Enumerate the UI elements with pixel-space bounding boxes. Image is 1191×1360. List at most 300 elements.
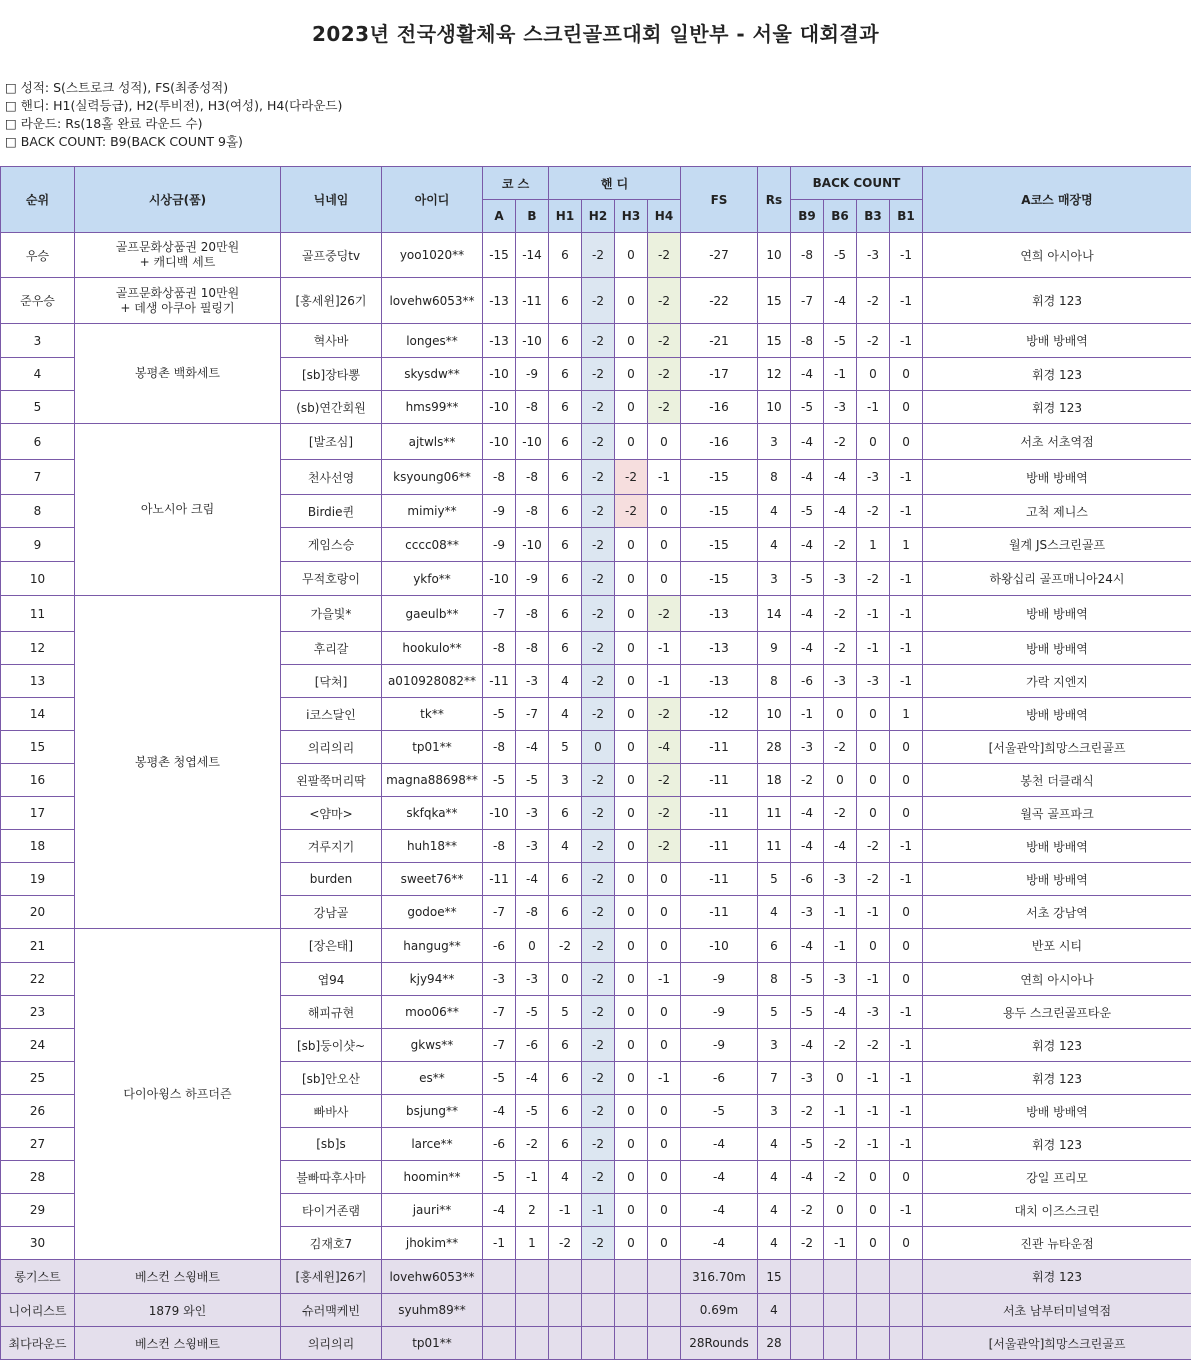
h1-cell: 6 <box>549 1128 582 1161</box>
rs-cell: 14 <box>758 596 791 632</box>
b-cell: -10 <box>516 324 549 358</box>
rs-cell: 4 <box>758 1227 791 1260</box>
b3-cell: -1 <box>857 596 890 632</box>
store-cell: 방배 방배역 <box>923 632 1191 665</box>
header-h2: H2 <box>582 200 615 233</box>
store-cell: 하왕십리 골프매니아24시 <box>923 562 1191 596</box>
h3-cell: 0 <box>615 1095 648 1128</box>
b1-cell: 0 <box>890 1227 923 1260</box>
b9-cell: -8 <box>791 233 824 278</box>
b9-cell: -4 <box>791 358 824 391</box>
id-cell: cccc08** <box>382 528 483 562</box>
b6-cell: -4 <box>824 495 857 528</box>
h4-cell: -2 <box>648 596 681 632</box>
h2-cell: -2 <box>582 665 615 698</box>
b3-cell: -2 <box>857 278 890 324</box>
header-backcount: BACK COUNT <box>791 167 923 200</box>
h4-cell: 0 <box>648 863 681 896</box>
b1-cell: -1 <box>890 830 923 863</box>
store-cell: 강일 프리모 <box>923 1161 1191 1194</box>
h4-cell: -2 <box>648 797 681 830</box>
header-store: A코스 매장명 <box>923 167 1191 233</box>
b3-cell: 0 <box>857 1194 890 1227</box>
h4-cell: -2 <box>648 324 681 358</box>
rank-cell: 9 <box>1 528 75 562</box>
header-id: 아이디 <box>382 167 483 233</box>
fs-cell: -6 <box>681 1062 758 1095</box>
empty-cell <box>791 1294 824 1327</box>
store-cell: 방배 방배역 <box>923 698 1191 731</box>
rank-cell: 11 <box>1 596 75 632</box>
b9-cell: -6 <box>791 665 824 698</box>
page-title: 2023년 전국생활체육 스크린골프대회 일반부 - 서울 대회결과 <box>0 18 1191 47</box>
nickname-cell: [홍세윈]26기 <box>281 278 382 324</box>
h1-cell: 6 <box>549 1095 582 1128</box>
b6-cell: -2 <box>824 797 857 830</box>
b6-cell: -2 <box>824 424 857 460</box>
b9-cell: -2 <box>791 1194 824 1227</box>
nickname-cell: 의리의리 <box>281 1327 382 1360</box>
b1-cell: -1 <box>890 863 923 896</box>
b1-cell: -1 <box>890 1062 923 1095</box>
id-cell: skfqka** <box>382 797 483 830</box>
b3-cell: -2 <box>857 1029 890 1062</box>
id-cell: kjy94** <box>382 963 483 996</box>
fs-cell: -11 <box>681 863 758 896</box>
b1-cell: 0 <box>890 896 923 929</box>
header-prize: 시상금(품) <box>75 167 281 233</box>
h1-cell: 6 <box>549 424 582 460</box>
h4-cell: 0 <box>648 1029 681 1062</box>
b-cell: -8 <box>516 896 549 929</box>
b1-cell: -1 <box>890 495 923 528</box>
b1-cell: 0 <box>890 424 923 460</box>
b1-cell: -1 <box>890 1095 923 1128</box>
id-cell: ajtwls** <box>382 424 483 460</box>
table-row <box>1 324 1191 358</box>
b-cell: -4 <box>516 863 549 896</box>
legend-item-rounds: □ 라운드: Rs(18홀 완료 라운드 수) <box>5 115 342 133</box>
b3-cell: 0 <box>857 764 890 797</box>
h3-cell: 0 <box>615 278 648 324</box>
id-cell: yoo1020** <box>382 233 483 278</box>
header-h1: H1 <box>549 200 582 233</box>
nickname-cell: 후리갈 <box>281 632 382 665</box>
b6-cell: -3 <box>824 863 857 896</box>
h1-cell: 6 <box>549 596 582 632</box>
rs-cell: 3 <box>758 424 791 460</box>
h4-cell: -4 <box>648 731 681 764</box>
h3-cell: 0 <box>615 1227 648 1260</box>
h2-cell: -2 <box>582 358 615 391</box>
fs-cell: -12 <box>681 698 758 731</box>
b9-cell: -7 <box>791 278 824 324</box>
h4-cell: -1 <box>648 632 681 665</box>
a-cell: -15 <box>483 233 516 278</box>
b-cell: -3 <box>516 963 549 996</box>
b1-cell: 0 <box>890 731 923 764</box>
nickname-cell: 왼팔쭉머리딱 <box>281 764 382 797</box>
h2-cell: -2 <box>582 528 615 562</box>
b1-cell: -1 <box>890 1194 923 1227</box>
h2-cell: -2 <box>582 698 615 731</box>
rs-cell: 9 <box>758 632 791 665</box>
nickname-cell: (sb)연간회원 <box>281 391 382 424</box>
a-cell: -6 <box>483 1128 516 1161</box>
prize-line: + 데생 아쿠아 필링기 <box>75 301 280 316</box>
a-cell: -7 <box>483 996 516 1029</box>
b3-cell: -1 <box>857 896 890 929</box>
id-cell: skysdw** <box>382 358 483 391</box>
nickname-cell: i코스달인 <box>281 698 382 731</box>
rank-cell: 7 <box>1 460 75 495</box>
b6-cell: -4 <box>824 830 857 863</box>
a-cell: -5 <box>483 764 516 797</box>
award-name-cell: 최다라운드 <box>1 1327 75 1360</box>
b-cell: -11 <box>516 278 549 324</box>
h3-cell: 0 <box>615 996 648 1029</box>
a-cell: -3 <box>483 963 516 996</box>
b9-cell: -2 <box>791 764 824 797</box>
h1-cell: 6 <box>549 460 582 495</box>
prize-line: 봉평촌 백화세트 <box>75 366 280 381</box>
b1-cell: 0 <box>890 797 923 830</box>
h4-cell: -1 <box>648 1062 681 1095</box>
h1-cell: 0 <box>549 963 582 996</box>
fs-cell: -4 <box>681 1194 758 1227</box>
rs-cell: 15 <box>758 324 791 358</box>
h3-cell: 0 <box>615 665 648 698</box>
prize-cell: 베스컨 스윙배트 <box>75 1260 281 1294</box>
store-cell: 연희 아시아나 <box>923 963 1191 996</box>
h3-cell: 0 <box>615 233 648 278</box>
h2-cell: -2 <box>582 596 615 632</box>
b9-cell: -1 <box>791 698 824 731</box>
h3-cell: 0 <box>615 830 648 863</box>
h2-cell: -2 <box>582 1062 615 1095</box>
table-row <box>1 278 1191 324</box>
fs-cell: -4 <box>681 1128 758 1161</box>
special-award-row <box>1 1294 1191 1327</box>
rank-cell: 18 <box>1 830 75 863</box>
empty-cell <box>615 1260 648 1294</box>
h4-cell: 0 <box>648 996 681 1029</box>
h2-cell: -2 <box>582 764 615 797</box>
prize-cell: 베스컨 스윙배트 <box>75 1327 281 1360</box>
b3-cell: -1 <box>857 391 890 424</box>
b9-cell: -3 <box>791 896 824 929</box>
store-cell: 휘경 123 <box>923 358 1191 391</box>
h3-cell: 0 <box>615 324 648 358</box>
b3-cell: -2 <box>857 830 890 863</box>
rs-cell: 11 <box>758 830 791 863</box>
rs-cell: 4 <box>758 1294 791 1327</box>
h2-cell: -2 <box>582 460 615 495</box>
legend-item-handicap: □ 핸디: H1(실력등급), H2(투비전), H3(여성), H4(다라운드) <box>5 97 342 115</box>
b-cell: -8 <box>516 391 549 424</box>
b9-cell: -5 <box>791 391 824 424</box>
b3-cell: 0 <box>857 797 890 830</box>
nickname-cell: <얌마> <box>281 797 382 830</box>
b-cell: -10 <box>516 424 549 460</box>
rs-cell: 4 <box>758 1194 791 1227</box>
b-cell: 2 <box>516 1194 549 1227</box>
id-cell: ykfo** <box>382 562 483 596</box>
h2-cell: -2 <box>582 1029 615 1062</box>
a-cell: -5 <box>483 1062 516 1095</box>
id-cell: lovehw6053** <box>382 278 483 324</box>
fs-cell: -13 <box>681 632 758 665</box>
b-cell: 0 <box>516 929 549 963</box>
b6-cell: -2 <box>824 632 857 665</box>
h3-cell: 0 <box>615 963 648 996</box>
h4-cell: -1 <box>648 460 681 495</box>
nickname-cell: 무적호랑이 <box>281 562 382 596</box>
empty-cell <box>824 1327 857 1360</box>
nickname-cell: Birdie퀸 <box>281 495 382 528</box>
header-nickname: 닉네임 <box>281 167 382 233</box>
table-row <box>1 424 1191 460</box>
empty-cell <box>648 1327 681 1360</box>
b9-cell: -4 <box>791 460 824 495</box>
a-cell: -7 <box>483 596 516 632</box>
rank-cell: 17 <box>1 797 75 830</box>
empty-cell <box>791 1260 824 1294</box>
rank-cell: 6 <box>1 424 75 460</box>
empty-cell <box>890 1294 923 1327</box>
h2-cell: -2 <box>582 391 615 424</box>
id-cell: bsjung** <box>382 1095 483 1128</box>
h4-cell: 0 <box>648 1128 681 1161</box>
rank-cell: 우승 <box>1 233 75 278</box>
empty-cell <box>582 1327 615 1360</box>
rank-cell: 30 <box>1 1227 75 1260</box>
b-cell: -14 <box>516 233 549 278</box>
empty-cell <box>791 1327 824 1360</box>
prize-line: 다이아윙스 하프더즌 <box>75 1087 280 1102</box>
table-row <box>1 929 1191 963</box>
nickname-cell: 불빠따후사마 <box>281 1161 382 1194</box>
store-cell: 휘경 123 <box>923 1128 1191 1161</box>
b6-cell: -5 <box>824 233 857 278</box>
empty-cell <box>857 1294 890 1327</box>
b3-cell: -2 <box>857 562 890 596</box>
fs-cell: -11 <box>681 896 758 929</box>
b6-cell: -2 <box>824 1128 857 1161</box>
b9-cell: -5 <box>791 495 824 528</box>
b6-cell: -1 <box>824 896 857 929</box>
b-cell: -6 <box>516 1029 549 1062</box>
store-cell: 서초 남부터미널역점 <box>923 1294 1191 1327</box>
b9-cell: -4 <box>791 596 824 632</box>
fs-cell: -17 <box>681 358 758 391</box>
a-cell: -13 <box>483 324 516 358</box>
rs-cell: 18 <box>758 764 791 797</box>
store-cell: 휘경 123 <box>923 1260 1191 1294</box>
b-cell: -8 <box>516 495 549 528</box>
b6-cell: -1 <box>824 358 857 391</box>
h4-cell: -2 <box>648 358 681 391</box>
empty-cell <box>824 1294 857 1327</box>
prize-cell <box>75 324 281 424</box>
b3-cell: -3 <box>857 460 890 495</box>
h4-cell: -2 <box>648 698 681 731</box>
b-cell: -9 <box>516 358 549 391</box>
h1-cell: 6 <box>549 1062 582 1095</box>
b3-cell: -2 <box>857 863 890 896</box>
rank-cell: 28 <box>1 1161 75 1194</box>
h1-cell: 4 <box>549 665 582 698</box>
h1-cell: 6 <box>549 528 582 562</box>
special-award-row <box>1 1260 1191 1294</box>
b1-cell: -1 <box>890 996 923 1029</box>
fs-cell: -15 <box>681 495 758 528</box>
h3-cell: 0 <box>615 528 648 562</box>
h2-cell: -2 <box>582 424 615 460</box>
rank-cell: 23 <box>1 996 75 1029</box>
h1-cell: 6 <box>549 1029 582 1062</box>
b3-cell: -1 <box>857 1095 890 1128</box>
a-cell: -6 <box>483 929 516 963</box>
b3-cell: -1 <box>857 632 890 665</box>
h3-cell: 0 <box>615 698 648 731</box>
a-cell: -11 <box>483 863 516 896</box>
prize-line: 봉평촌 청엽세트 <box>75 755 280 770</box>
rank-cell: 3 <box>1 324 75 358</box>
b1-cell: -1 <box>890 1128 923 1161</box>
record-cell: 0.69m <box>681 1294 758 1327</box>
id-cell: tk** <box>382 698 483 731</box>
b6-cell: 0 <box>824 698 857 731</box>
special-award-row <box>1 1327 1191 1360</box>
a-cell: -8 <box>483 830 516 863</box>
b-cell: -3 <box>516 665 549 698</box>
rank-cell: 27 <box>1 1128 75 1161</box>
b1-cell: -1 <box>890 1029 923 1062</box>
a-cell: -4 <box>483 1194 516 1227</box>
store-cell: 방배 방배역 <box>923 324 1191 358</box>
b-cell: -1 <box>516 1161 549 1194</box>
b-cell: -8 <box>516 460 549 495</box>
b1-cell: 1 <box>890 698 923 731</box>
b-cell: -5 <box>516 996 549 1029</box>
a-cell: -11 <box>483 665 516 698</box>
fs-cell: -13 <box>681 596 758 632</box>
h4-cell: 0 <box>648 528 681 562</box>
rs-cell: 3 <box>758 1029 791 1062</box>
id-cell: hookulo** <box>382 632 483 665</box>
b6-cell: -2 <box>824 731 857 764</box>
id-cell: hms99** <box>382 391 483 424</box>
nickname-cell: 강남골 <box>281 896 382 929</box>
fs-cell: -11 <box>681 830 758 863</box>
h4-cell: 0 <box>648 929 681 963</box>
a-cell: -13 <box>483 278 516 324</box>
prize-line: 골프문화상품권 20만원 <box>75 240 280 255</box>
b1-cell: 0 <box>890 358 923 391</box>
b1-cell: 0 <box>890 963 923 996</box>
store-cell: 반포 시티 <box>923 929 1191 963</box>
store-cell: 용두 스크린골프타운 <box>923 996 1191 1029</box>
h2-cell: -2 <box>582 1095 615 1128</box>
empty-cell <box>483 1260 516 1294</box>
a-cell: -9 <box>483 528 516 562</box>
store-cell: 서초 서초역점 <box>923 424 1191 460</box>
b9-cell: -5 <box>791 963 824 996</box>
header-h4: H4 <box>648 200 681 233</box>
h4-cell: 0 <box>648 562 681 596</box>
b3-cell: 0 <box>857 1161 890 1194</box>
empty-cell <box>549 1294 582 1327</box>
h2-cell: -2 <box>582 1161 615 1194</box>
a-cell: -10 <box>483 391 516 424</box>
id-cell: lovehw6053** <box>382 1260 483 1294</box>
rs-cell: 5 <box>758 996 791 1029</box>
rank-cell: 16 <box>1 764 75 797</box>
rs-cell: 8 <box>758 665 791 698</box>
store-cell: 휘경 123 <box>923 1062 1191 1095</box>
b6-cell: 0 <box>824 1062 857 1095</box>
b1-cell: -1 <box>890 665 923 698</box>
b-cell: -7 <box>516 698 549 731</box>
award-name-cell: 롱기스트 <box>1 1260 75 1294</box>
b-cell: -8 <box>516 632 549 665</box>
empty-cell <box>615 1327 648 1360</box>
empty-cell <box>549 1327 582 1360</box>
h4-cell: 0 <box>648 424 681 460</box>
rank-cell: 4 <box>1 358 75 391</box>
b-cell: 1 <box>516 1227 549 1260</box>
rs-cell: 28 <box>758 1327 791 1360</box>
fs-cell: -15 <box>681 562 758 596</box>
rs-cell: 8 <box>758 963 791 996</box>
b6-cell: -4 <box>824 996 857 1029</box>
h4-cell: -2 <box>648 233 681 278</box>
id-cell: jhokim** <box>382 1227 483 1260</box>
rs-cell: 11 <box>758 797 791 830</box>
h1-cell: -2 <box>549 929 582 963</box>
empty-cell <box>615 1294 648 1327</box>
header-b1: B1 <box>890 200 923 233</box>
h1-cell: 6 <box>549 233 582 278</box>
prize-line: + 캐디백 세트 <box>75 255 280 270</box>
nickname-cell: 김재호7 <box>281 1227 382 1260</box>
rank-cell: 19 <box>1 863 75 896</box>
nickname-cell: 겨루지기 <box>281 830 382 863</box>
store-cell: [서울관악]희망스크린골프 <box>923 731 1191 764</box>
nickname-cell: [닥쳐] <box>281 665 382 698</box>
header-a: A <box>483 200 516 233</box>
h3-cell: 0 <box>615 424 648 460</box>
header-course: 코 스 <box>483 167 549 200</box>
rank-cell: 24 <box>1 1029 75 1062</box>
header-b3: B3 <box>857 200 890 233</box>
nickname-cell: 천사선영 <box>281 460 382 495</box>
fs-cell: -13 <box>681 665 758 698</box>
fs-cell: -9 <box>681 963 758 996</box>
id-cell: longes** <box>382 324 483 358</box>
nickname-cell: [홍세윈]26기 <box>281 1260 382 1294</box>
prize-line: 골프문화상품권 10만원 <box>75 286 280 301</box>
b3-cell: -2 <box>857 495 890 528</box>
h3-cell: 0 <box>615 632 648 665</box>
store-cell: 고척 제니스 <box>923 495 1191 528</box>
nickname-cell: [sb]둥이샷~ <box>281 1029 382 1062</box>
b9-cell: -5 <box>791 562 824 596</box>
rs-cell: 6 <box>758 929 791 963</box>
a-cell: -8 <box>483 731 516 764</box>
fs-cell: -5 <box>681 1095 758 1128</box>
